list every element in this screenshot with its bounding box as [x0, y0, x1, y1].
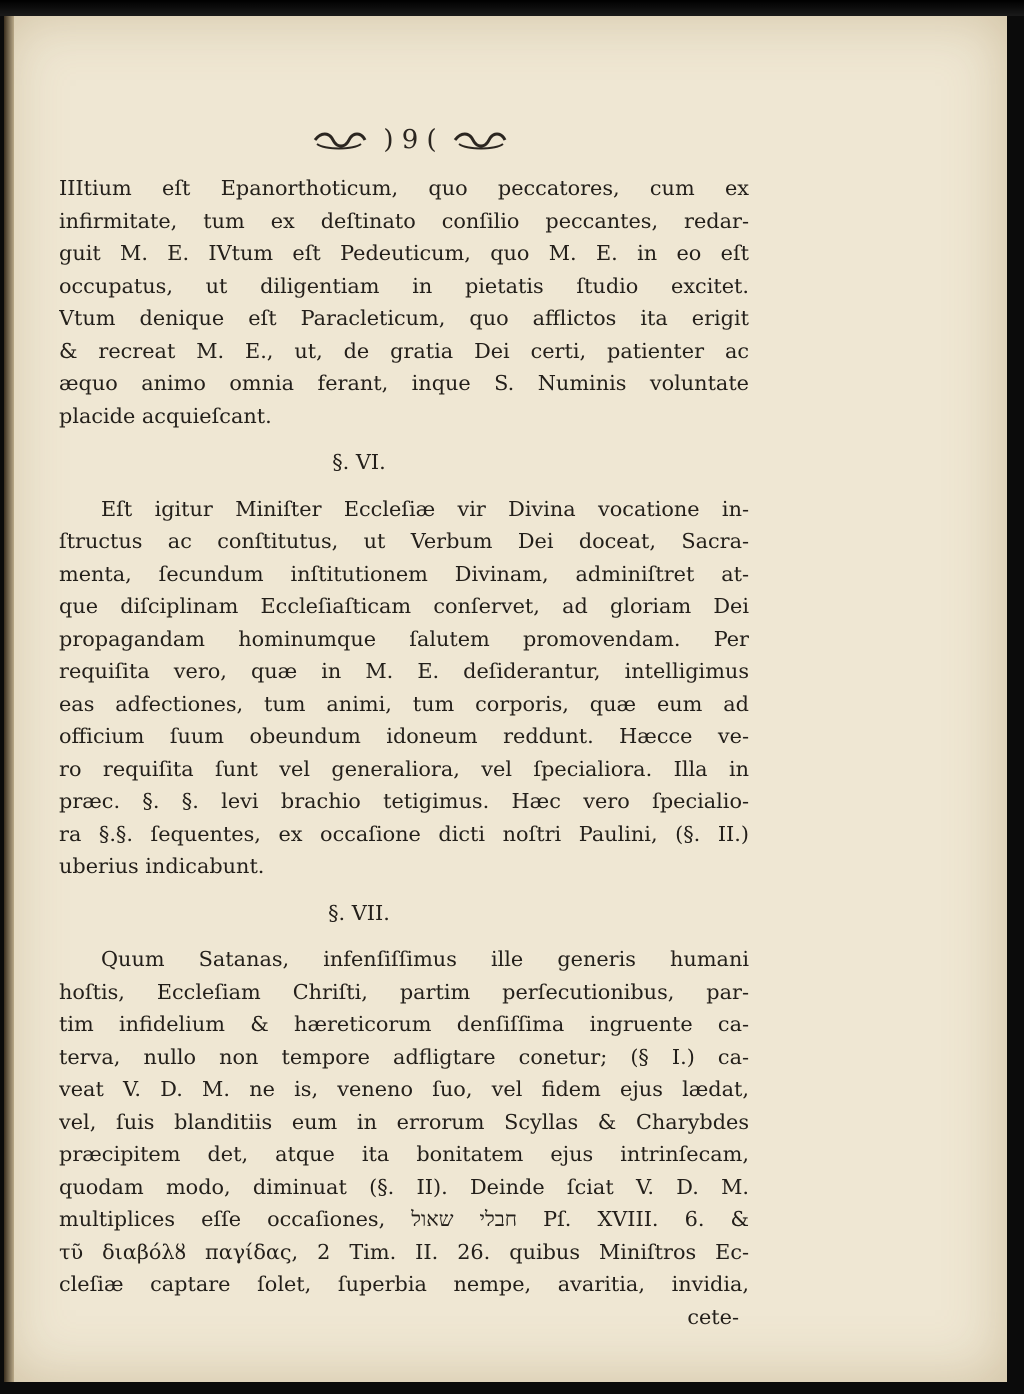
- right-ornament-icon: [453, 130, 509, 150]
- catchword: cete-: [687, 1304, 739, 1329]
- left-ornament-icon: [311, 130, 367, 150]
- text-line: ro requiſita ſunt vel generaliora, vel ſpecialiora. Illa in: [59, 756, 749, 781]
- text-line: veat V. D. M. ne is, veneno ſuo, vel fidem ejus lædat,: [59, 1077, 749, 1101]
- text-line: uberius indicabunt.: [59, 854, 265, 878]
- page-gutter: [4, 14, 14, 1382]
- text-line: Vtum denique eſt Paracleticum, quo afflictos ita erigit: [59, 306, 749, 330]
- body-text: [59, 172, 749, 1333]
- text-line: æquo animo omnia ferant, inque S. Numinis voluntate: [59, 371, 749, 395]
- text-line: eas adfectiones, tum animi, tum corporis, quæ eum ad: [59, 691, 749, 716]
- text-line: ſtructus ac conſtitutus, ut Verbum Dei doceat, Sacra-: [59, 529, 749, 553]
- text-line: hoſtis, Eccleſiam Chriſti, partim perſecutionibus, par-: [59, 979, 749, 1004]
- text-line: quodam modo, diminuat (§. II). Deinde ſciat V. D. M.: [59, 1174, 749, 1199]
- page-number: ) 9 (: [383, 125, 437, 155]
- text-line: requiſita vero, quæ in M. E. deſiderantur, intelligimus: [59, 659, 749, 683]
- section-heading: §. VI.: [332, 450, 386, 474]
- text-line: que diſciplinam Eccleſiaſticam conſervet, ad gloriam Dei: [59, 594, 749, 618]
- text-line: infirmitate, tum ex deſtinato conſilio peccantes, redar-: [59, 208, 749, 233]
- page-header: [260, 120, 560, 160]
- text-line: Quum Satanas, infenſiſſimus ille generis humani: [101, 947, 749, 971]
- text-line: IIItium eſt Epanorthoticum, quo peccatores, cum ex: [59, 176, 749, 200]
- text-line: tim infidelium & hæreticorum denſiſſima ingruente ca-: [59, 1012, 749, 1036]
- text-line: terva, nullo non tempore adfligtare conetur; (§ I.) ca-: [59, 1044, 749, 1069]
- text-line: præcipitem det, atque ita bonitatem ejus intrinſecam,: [59, 1142, 749, 1166]
- text-line: præc. §. §. levi brachio tetigimus. Hæc vero ſpecialio-: [59, 789, 749, 813]
- text-line: vel, ſuis blanditiis eum in errorum Scyllas & Charybdes: [59, 1109, 749, 1134]
- top-edge: [0, 0, 1024, 16]
- text-line: ra §.§. ſequentes, ex occaſione dicti noſtri Paulini, (§. II.): [59, 821, 749, 846]
- section-heading: §. VII.: [328, 900, 390, 925]
- text-line: guit M. E. IVtum eſt Pedeuticum, quo M. E. in eo eſt: [59, 241, 749, 265]
- text-line: officium ſuum obeundum idoneum reddunt. Hæcce ve-: [59, 724, 749, 748]
- text-line: placide acquieſcant.: [59, 403, 272, 428]
- text-line: τῦ διαβόλȣ παγίδας, 2 Tim. II. 26. quibus Miniſtros Ec-: [59, 1239, 749, 1264]
- text-line: menta, ſecundum inſtitutionem Divinam, adminiſtret at-: [59, 561, 749, 586]
- text-line: & recreat M. E., ut, de gratia Dei certi, patienter ac: [59, 338, 749, 363]
- text-line: Eſt igitur Miniſter Eccleſiæ vir Divina vocatione in-: [101, 496, 749, 521]
- text-line: multiplices eſſe occaſiones, חבלי שאול Pſ. XVIII. 6. &: [59, 1207, 749, 1231]
- text-line: occupatus, ut diligentiam in pietatis ſtudio excitet.: [59, 273, 749, 298]
- text-line: propagandam hominumque ſalutem promovendam. Per: [59, 626, 749, 651]
- text-line: cleſiæ captare ſolet, ſuperbia nempe, avaritia, invidia,: [59, 1272, 749, 1296]
